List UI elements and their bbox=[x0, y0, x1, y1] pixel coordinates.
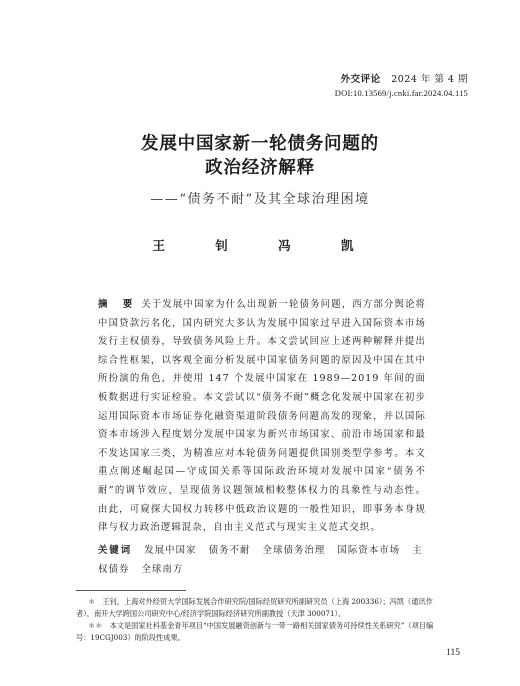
keyword: 债务不耐 bbox=[208, 545, 251, 556]
title-line-2: 政治经济解释 bbox=[205, 158, 315, 178]
article-title bbox=[0, 132, 520, 180]
journal-header bbox=[341, 72, 468, 87]
abstract-label: 摘 要 bbox=[98, 299, 136, 310]
journal-name: 外交评论 bbox=[340, 74, 381, 85]
footnote-author-info: ＊ 王钊，上海对外经贸大学国际发展合作研究院/国际经贸研究所副研究员（上海 200336）；冯凯（通讯作者），南开大学跨国公司研究中心/经济学院国际经济研究所副教授（天津 300071）。 bbox=[76, 597, 433, 618]
authors: 王 钊 冯 凯 bbox=[152, 238, 368, 253]
keyword: 全球债务治理 bbox=[262, 545, 326, 556]
journal-issue: 2024 年 第 4 期 bbox=[391, 74, 468, 85]
abstract-text: 关于发展中国家为什么出现新一轮债务问题，西方部分舆论将中国贷款污名化，国内研究大多认为发展中国家过早进入国际资本市场发行主权债券，导致债务风险上升。本文尝试回应上述两种解释并提出综合性框架，以客观全面分析发展中国家债务问题的原因及中国在其中所扮演的角色，并使用 147 个发展中国家在 1989—2019 年间的面板数据进行实证检验。本文尝试以“债务不耐”概念化发展中国家在初步运用国际资本市场证券化融资渠道阶段债务问题高发的现象，并以国际资本市场涉入程度划分发展中国家为新兴市场国家、前沿市场国家和最不发达国家三类，为精准应对本轮债务问题提供国别类型学参考。本文重点阐述崛起国—守成国关系等国际政治环境对发展中国家“债务不耐”的调节效应，呈现债务议题领域相較整体权力的具象性与动态性。由此，可窥探大国权力转移中低政治议题的一般性知识，即事务本身规律与权力政治逻辑混杂，自由主义范式与现实主义范式交织。 bbox=[98, 299, 426, 534]
keywords-label: 关键词 bbox=[98, 545, 133, 556]
keywords bbox=[98, 542, 426, 579]
abstract bbox=[98, 296, 426, 538]
keyword: 全球南方 bbox=[141, 563, 184, 575]
keyword: 主权债券 bbox=[98, 545, 423, 575]
title-line-1: 发展中国家新一轮债务问题的 bbox=[141, 134, 379, 154]
footnotes bbox=[76, 596, 446, 644]
keyword: 发展中国家 bbox=[144, 545, 197, 556]
page-number: 115 bbox=[446, 648, 460, 658]
article-subtitle: ——“债务不耐”及其全球治理困境 bbox=[150, 192, 370, 207]
footnote-divider bbox=[76, 590, 186, 591]
doi: DOI:10.13569/j.cnki.far.2024.04.115 bbox=[334, 88, 468, 98]
keyword: 国际资本市场 bbox=[337, 545, 401, 556]
footnote-funding: ＊＊ 本文是国家社科基金青年项目“中国发展融资创新与一带一路相关国家债务可持续性关系研究”（项目编号：19CGJ003）的阶段性成果。 bbox=[76, 621, 434, 642]
